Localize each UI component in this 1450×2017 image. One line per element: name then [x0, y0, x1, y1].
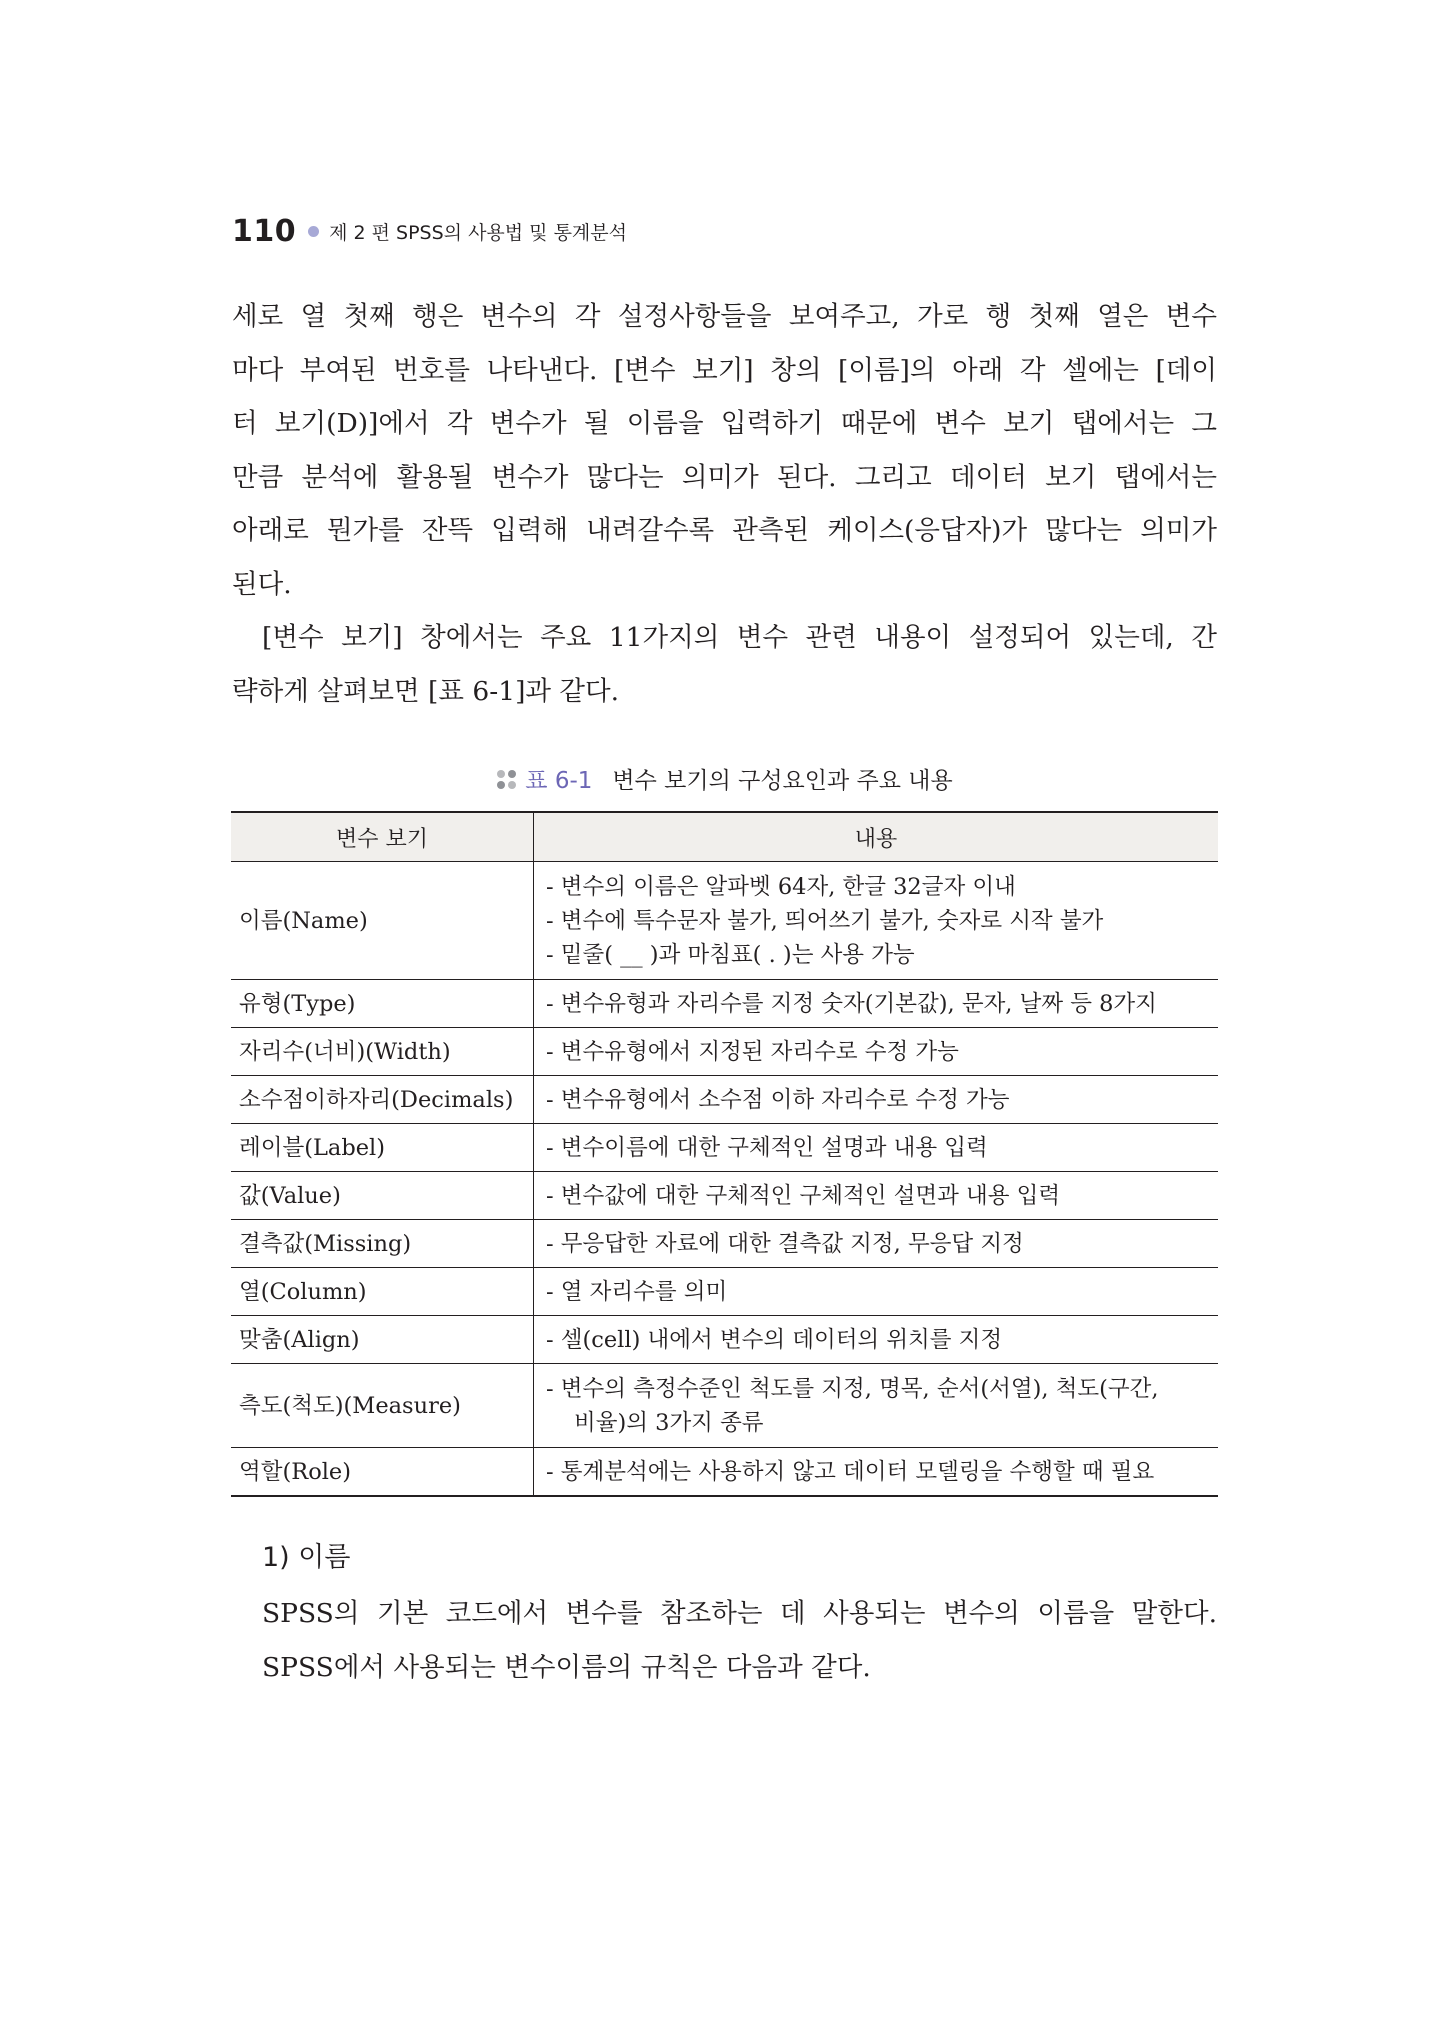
- variable-name-cell: 맞춤(Align): [231, 1316, 534, 1364]
- section-paragraph: [232, 1587, 1217, 1694]
- description-line: - 통계분석에는 사용하지 않고 데이터 모델링을 수행할 때 필요: [546, 1458, 1155, 1485]
- variable-name-cell: 결측값(Missing): [231, 1220, 534, 1268]
- variable-name-cell: 열(Column): [231, 1268, 534, 1316]
- text-line: 세로 열 첫째 행은 변수의 각 설정사항들을 보여주고, 가로 행 첫째 열은 변수: [232, 301, 1217, 332]
- description-line: - 변수이름에 대한 구체적인 설명과 내용 입력: [546, 1134, 988, 1161]
- text-line: SPSS의 기본 코드에서 변수를 참조하는 데 사용되는 변수의 이름을 말한다.: [262, 1598, 1217, 1629]
- table-row: [231, 1220, 1218, 1268]
- description-cell: [534, 862, 1219, 980]
- description-line: - 변수의 이름은 알파벳 64자, 한글 32글자 이내: [546, 873, 1016, 900]
- description-line: - 변수에 특수문자 불가, 띄어쓰기 불가, 숫자로 시작 불가: [546, 907, 1104, 934]
- description-line: - 변수유형과 자리수를 지정 숫자(기본값), 문자, 날짜 등 8가지: [546, 990, 1157, 1017]
- table-row: [231, 862, 1218, 980]
- table-row: [231, 1172, 1218, 1220]
- table-row: [231, 1364, 1218, 1448]
- column-header: 변수 보기: [231, 812, 534, 862]
- description-cell: [534, 1172, 1219, 1220]
- variable-name-cell: 레이블(Label): [231, 1124, 534, 1172]
- running-title: 제 2 편 SPSS의 사용법 및 통계분석: [329, 221, 627, 244]
- column-header: 내용: [534, 812, 1219, 862]
- table-row: [231, 980, 1218, 1028]
- table-header-row: [231, 812, 1218, 862]
- table-row: [231, 1448, 1218, 1497]
- description-cell: [534, 1124, 1219, 1172]
- text-line: SPSS에서 사용되는 변수이름의 규칙은 다음과 같다.: [262, 1651, 871, 1683]
- page-number: 110: [232, 213, 297, 249]
- table-row: [231, 1316, 1218, 1364]
- second-paragraph: [232, 611, 1217, 718]
- table-row: [231, 1268, 1218, 1316]
- text-line: 만큼 분석에 활용될 변수가 많다는 의미가 된다. 그리고 데이터 보기 탭에서는: [232, 461, 1217, 493]
- description-cell: [534, 1448, 1219, 1497]
- table-row: [231, 1076, 1218, 1124]
- description-cell: [534, 980, 1219, 1028]
- description-cell: [534, 1076, 1219, 1124]
- section-heading: 1) 이름: [262, 1542, 351, 1573]
- description-line: - 변수의 측정수준인 척도를 지정, 명목, 순서(서열), 척도(구간,: [546, 1375, 1159, 1402]
- text-line: 터 보기(D)]에서 각 변수가 될 이름을 입력하기 때문에 변수 보기 탭에서는 그: [232, 408, 1217, 439]
- variable-name-cell: 측도(척도)(Measure): [231, 1364, 534, 1448]
- description-cell: [534, 1028, 1219, 1076]
- variable-name-cell: 역할(Role): [231, 1448, 534, 1497]
- intro-paragraph: [232, 290, 1217, 611]
- description-line: - 밑줄( __ )과 마침표( . )는 사용 가능: [546, 941, 915, 968]
- description-line: - 셀(cell) 내에서 변수의 데이터의 위치를 지정: [546, 1326, 1003, 1353]
- description-line: 비율)의 3가지 종류: [574, 1409, 764, 1436]
- description-line: - 변수유형에서 소수점 이하 자리수로 수정 가능: [546, 1086, 1010, 1113]
- description-line: - 변수유형에서 지정된 자리수로 수정 가능: [546, 1038, 959, 1065]
- variable-view-table: [231, 811, 1218, 1497]
- caption-dots-icon: [497, 770, 517, 790]
- variable-name-cell: 값(Value): [231, 1172, 534, 1220]
- caption-title: 변수 보기의 구성요인과 주요 내용: [612, 768, 953, 794]
- variable-name-cell: 이름(Name): [231, 862, 534, 980]
- description-line: - 변수값에 대한 구체적인 구체적인 설면과 내용 입력: [546, 1182, 1061, 1209]
- description-cell: [534, 1268, 1219, 1316]
- description-line: - 열 자리수를 의미: [546, 1278, 728, 1305]
- variable-name-cell: 소수점이하자리(Decimals): [231, 1076, 534, 1124]
- table-caption: [0, 762, 1450, 795]
- description-cell: [534, 1316, 1219, 1364]
- description-cell: [534, 1220, 1219, 1268]
- text-line: 략하게 살펴보면 [표 6-1]과 같다.: [232, 675, 620, 707]
- text-line: [변수 보기] 창에서는 주요 11가지의 변수 관련 내용이 설정되어 있는데, 간: [262, 622, 1217, 653]
- variable-name-cell: 자리수(너비)(Width): [231, 1028, 534, 1076]
- table-row: [231, 1028, 1218, 1076]
- text-line: 된다.: [232, 568, 292, 600]
- text-line: 아래로 뭔가를 잔뜩 입력해 내려갈수록 관측된 케이스(응답자)가 많다는 의미가: [232, 515, 1217, 546]
- caption-number: 표 6-1: [525, 768, 593, 794]
- table-row: [231, 1124, 1218, 1172]
- variable-name-cell: 유형(Type): [231, 980, 534, 1028]
- description-line: - 무응답한 자료에 대한 결측값 지정, 무응답 지정: [546, 1230, 1024, 1257]
- page-header: [232, 213, 627, 249]
- text-line: 마다 부여된 번호를 나타낸다. [변수 보기] 창의 [이름]의 아래 각 셀에는 [데이: [232, 354, 1217, 386]
- description-cell: [534, 1364, 1219, 1448]
- bullet-dot-icon: [308, 226, 319, 237]
